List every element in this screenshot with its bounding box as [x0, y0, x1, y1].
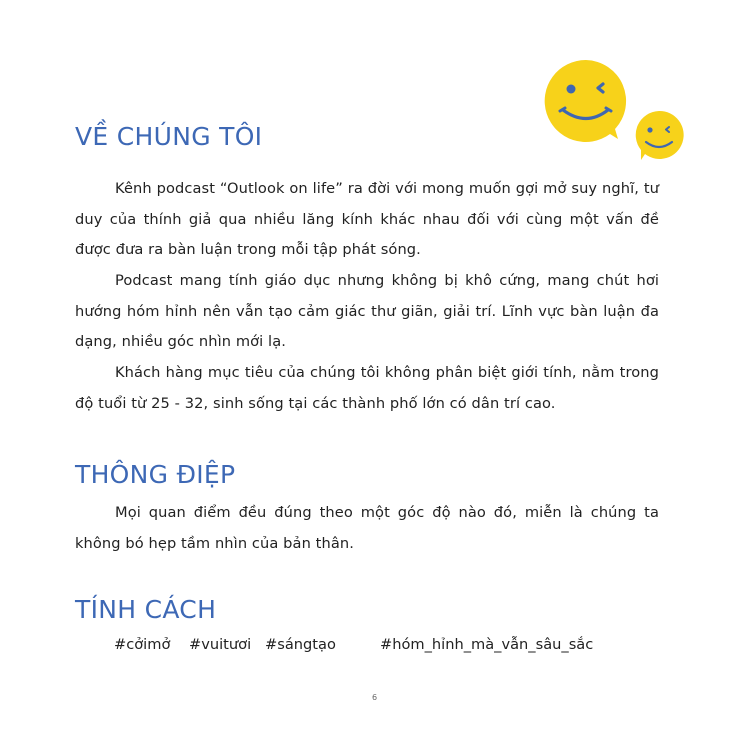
tag-cheerful: #vuitươi: [189, 636, 252, 653]
section-title-personality: TÍNH CÁCH: [75, 595, 217, 624]
winking-smiley-bubbles-icon: [540, 56, 700, 171]
section-title-message: THÔNG ĐIỆP: [75, 460, 236, 489]
small-winking-smiley-speech-bubble-icon: [636, 111, 684, 160]
about-paragraph-2: Podcast mang tính giáo dục nhưng không bị khô cứng, mang chút hơi hướng hóm hỉnh nên vẫn tạo cảm giác thư giãn, giải trí. Lĩnh vực bàn luận đa dạng, nhiều góc nhìn mới lạ.: [75, 272, 659, 350]
section-title-about-us: VỀ CHÚNG TÔI: [75, 122, 263, 151]
tag-creative: #sángtạo: [265, 636, 336, 653]
tag-witty-yet-profound: #hóm_hỉnh_mà_vẫn_sâu_sắc: [380, 636, 594, 653]
tag-open-minded: #cởimở: [114, 636, 171, 653]
large-winking-smiley-speech-bubble-icon: [545, 60, 626, 142]
about-paragraph-3: Khách hàng mục tiêu của chúng tôi không phân biệt giới tính, nằm trong độ tuổi từ 25 - 32, sinh sống tại các thành phố lớn có dân trí cao.: [75, 364, 659, 412]
message-paragraph: Mọi quan điểm đều đúng theo một góc độ nào đó, miễn là chúng ta không bó hẹp tầm nhìn của bản thân.: [75, 504, 659, 552]
about-paragraph-1: Kênh podcast “Outlook on life” ra đời với mong muốn gợi mở suy nghĩ, tư duy của thính giả qua nhiều lăng kính khác nhau đối với cùng một vấn đề được đưa ra bàn luận trong mỗi tập phát sóng.: [75, 180, 659, 258]
personality-tags: [0, 636, 749, 658]
page-number: 6: [371, 693, 378, 702]
